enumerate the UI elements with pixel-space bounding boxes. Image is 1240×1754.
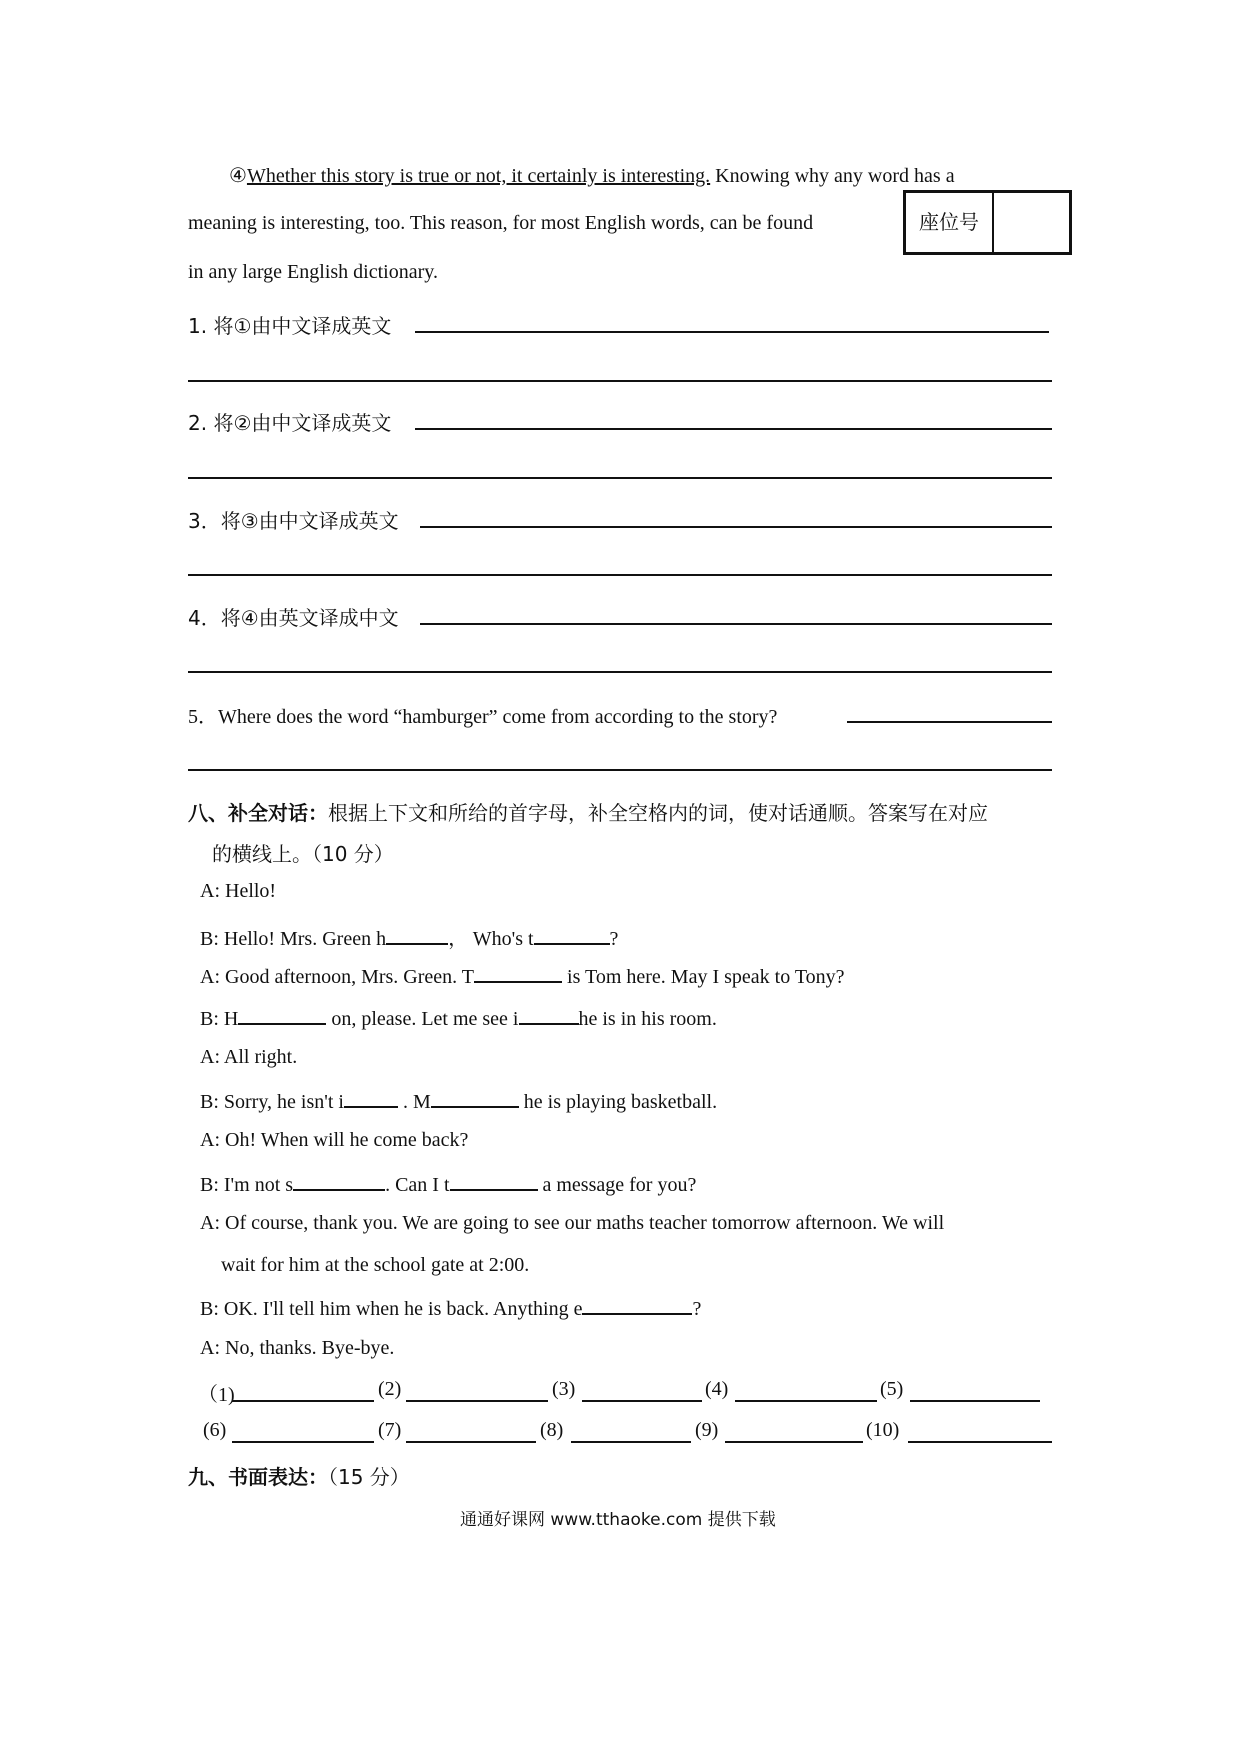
answer-label-2: (2)	[378, 1378, 402, 1400]
dialogue-line-3	[200, 963, 845, 989]
blank-9[interactable]	[450, 1171, 538, 1191]
answer-blank-4[interactable]	[735, 1400, 877, 1402]
answer-line-2b[interactable]	[188, 477, 1052, 479]
section-8-instruction: 根据上下文和所给的首字母，补全空格内的词，使对话通顺。答案写在对应	[328, 801, 988, 825]
answer-label-8: (8)	[540, 1419, 564, 1441]
answer-line-5b[interactable]	[188, 769, 1052, 771]
dialogue-line-5: A: All right.	[200, 1046, 298, 1068]
dialogue-text: ?	[692, 1298, 702, 1320]
circled-number: ④	[229, 165, 247, 187]
question-5-label: 5．Where does the word “hamburger” come from according to the story?	[188, 706, 778, 728]
answer-label-7: (7)	[378, 1419, 402, 1441]
answer-label-4: (4)	[705, 1378, 729, 1400]
dialogue-line-7: A: Oh! When will he come back?	[200, 1129, 469, 1151]
dialogue-text: ?	[609, 928, 619, 950]
dialogue-text: B: Hello! Mrs. Green h	[200, 928, 387, 950]
answer-label-6: (6)	[203, 1419, 227, 1441]
answer-blank-3[interactable]	[582, 1400, 702, 1402]
page-footer: 通通好课网 www.tthaoke.com 提供下载	[460, 1510, 776, 1530]
answer-blank-9[interactable]	[725, 1441, 863, 1443]
seat-box-divider	[992, 193, 994, 252]
dialogue-line-1: A: Hello!	[200, 880, 277, 902]
dialogue-text: is Tom here. May I speak to Tony?	[562, 966, 845, 988]
dialogue-text: B: OK. I'll tell him when he is back. Anything e	[200, 1298, 583, 1320]
passage-line-1-rest: Knowing why any word has a	[710, 165, 955, 187]
dialogue-line-6	[200, 1088, 717, 1114]
answer-blank-10[interactable]	[908, 1441, 1052, 1443]
dialogue-text: he is playing basketball.	[518, 1091, 718, 1113]
dialogue-line-2	[200, 922, 618, 951]
section-8-heading	[188, 797, 988, 826]
answer-label-9: (9)	[695, 1419, 719, 1441]
seat-number-box	[903, 190, 1072, 255]
answer-line-5a[interactable]	[847, 721, 1052, 723]
section-9-title: 九、书面表达：	[188, 1465, 328, 1489]
answer-label-3: (3)	[552, 1378, 576, 1400]
dialogue-line-9b: wait for him at the school gate at 2:00.	[221, 1254, 530, 1276]
dialogue-text: B: I'm not s	[200, 1174, 294, 1196]
section-8-instruction-2: 的横线上。（10 分）	[212, 842, 394, 866]
passage-line-2: meaning is interesting, too. This reason, for most English words, can be found	[188, 212, 814, 234]
seat-number-label: 座位号	[919, 210, 979, 234]
section-8-title: 八、补全对话：	[188, 801, 328, 825]
blank-1[interactable]	[386, 925, 448, 945]
answer-label-1: （1)	[198, 1384, 235, 1406]
answer-line-4a[interactable]	[420, 623, 1052, 625]
blank-7[interactable]	[431, 1088, 519, 1108]
dialogue-text: B: H	[200, 1008, 239, 1030]
answer-line-1a[interactable]	[415, 331, 1049, 333]
passage-line-3: in any large English dictionary.	[188, 261, 438, 283]
answer-blank-7[interactable]	[406, 1441, 536, 1443]
blank-8[interactable]	[293, 1171, 385, 1191]
blank-6[interactable]	[344, 1088, 398, 1108]
section-9-heading	[188, 1461, 410, 1490]
dialogue-text: on, please. Let me see i	[326, 1008, 519, 1030]
dialogue-line-11: A: No, thanks. Bye-bye.	[200, 1337, 395, 1359]
question-4-label: 4．将④由英文译成中文	[188, 606, 399, 630]
answer-line-3b[interactable]	[188, 574, 1052, 576]
dialogue-text: he is in his room.	[578, 1008, 717, 1030]
dialogue-text: . M	[397, 1091, 431, 1113]
blank-10[interactable]	[582, 1295, 692, 1315]
answer-blank-6[interactable]	[232, 1441, 374, 1443]
answer-blank-8[interactable]	[571, 1441, 691, 1443]
underlined-sentence: Whether this story is true or not, it certainly is interesting.	[246, 165, 711, 187]
dialogue-text: B: Sorry, he isn't i	[200, 1091, 344, 1113]
blank-2[interactable]	[534, 925, 610, 945]
passage-line-1	[229, 163, 955, 188]
question-2-label: 2. 将②由中文译成英文	[188, 411, 392, 435]
dialogue-line-8	[200, 1171, 696, 1197]
answer-line-2a[interactable]	[415, 428, 1052, 430]
question-3-label: 3．将③由中文译成英文	[188, 509, 399, 533]
blank-5[interactable]	[519, 1005, 579, 1025]
answer-blank-1[interactable]	[232, 1400, 374, 1402]
dialogue-text: . Can I t	[385, 1174, 450, 1196]
answer-line-4b[interactable]	[188, 671, 1052, 673]
blank-3[interactable]	[474, 963, 562, 983]
answer-blank-5[interactable]	[910, 1400, 1040, 1402]
answer-blank-2[interactable]	[406, 1400, 548, 1402]
answer-label-10: (10)	[866, 1419, 900, 1441]
question-1-label: 1. 将①由中文译成英文	[188, 314, 392, 338]
dialogue-text: a message for you?	[537, 1174, 697, 1196]
dialogue-line-4	[200, 1005, 717, 1031]
dialogue-text: ， Who's t	[448, 928, 534, 950]
answer-line-1b[interactable]	[188, 380, 1052, 382]
section-9-score: （15 分）	[328, 1465, 410, 1489]
answer-line-3a[interactable]	[420, 526, 1052, 528]
dialogue-line-9: A: Of course, thank you. We are going to see our maths teacher tomorrow afternoon. We will	[200, 1212, 945, 1234]
dialogue-line-10	[200, 1295, 701, 1321]
dialogue-text: A: Good afternoon, Mrs. Green. T	[200, 966, 475, 988]
blank-4[interactable]	[238, 1005, 326, 1025]
answer-label-5: (5)	[880, 1378, 904, 1400]
